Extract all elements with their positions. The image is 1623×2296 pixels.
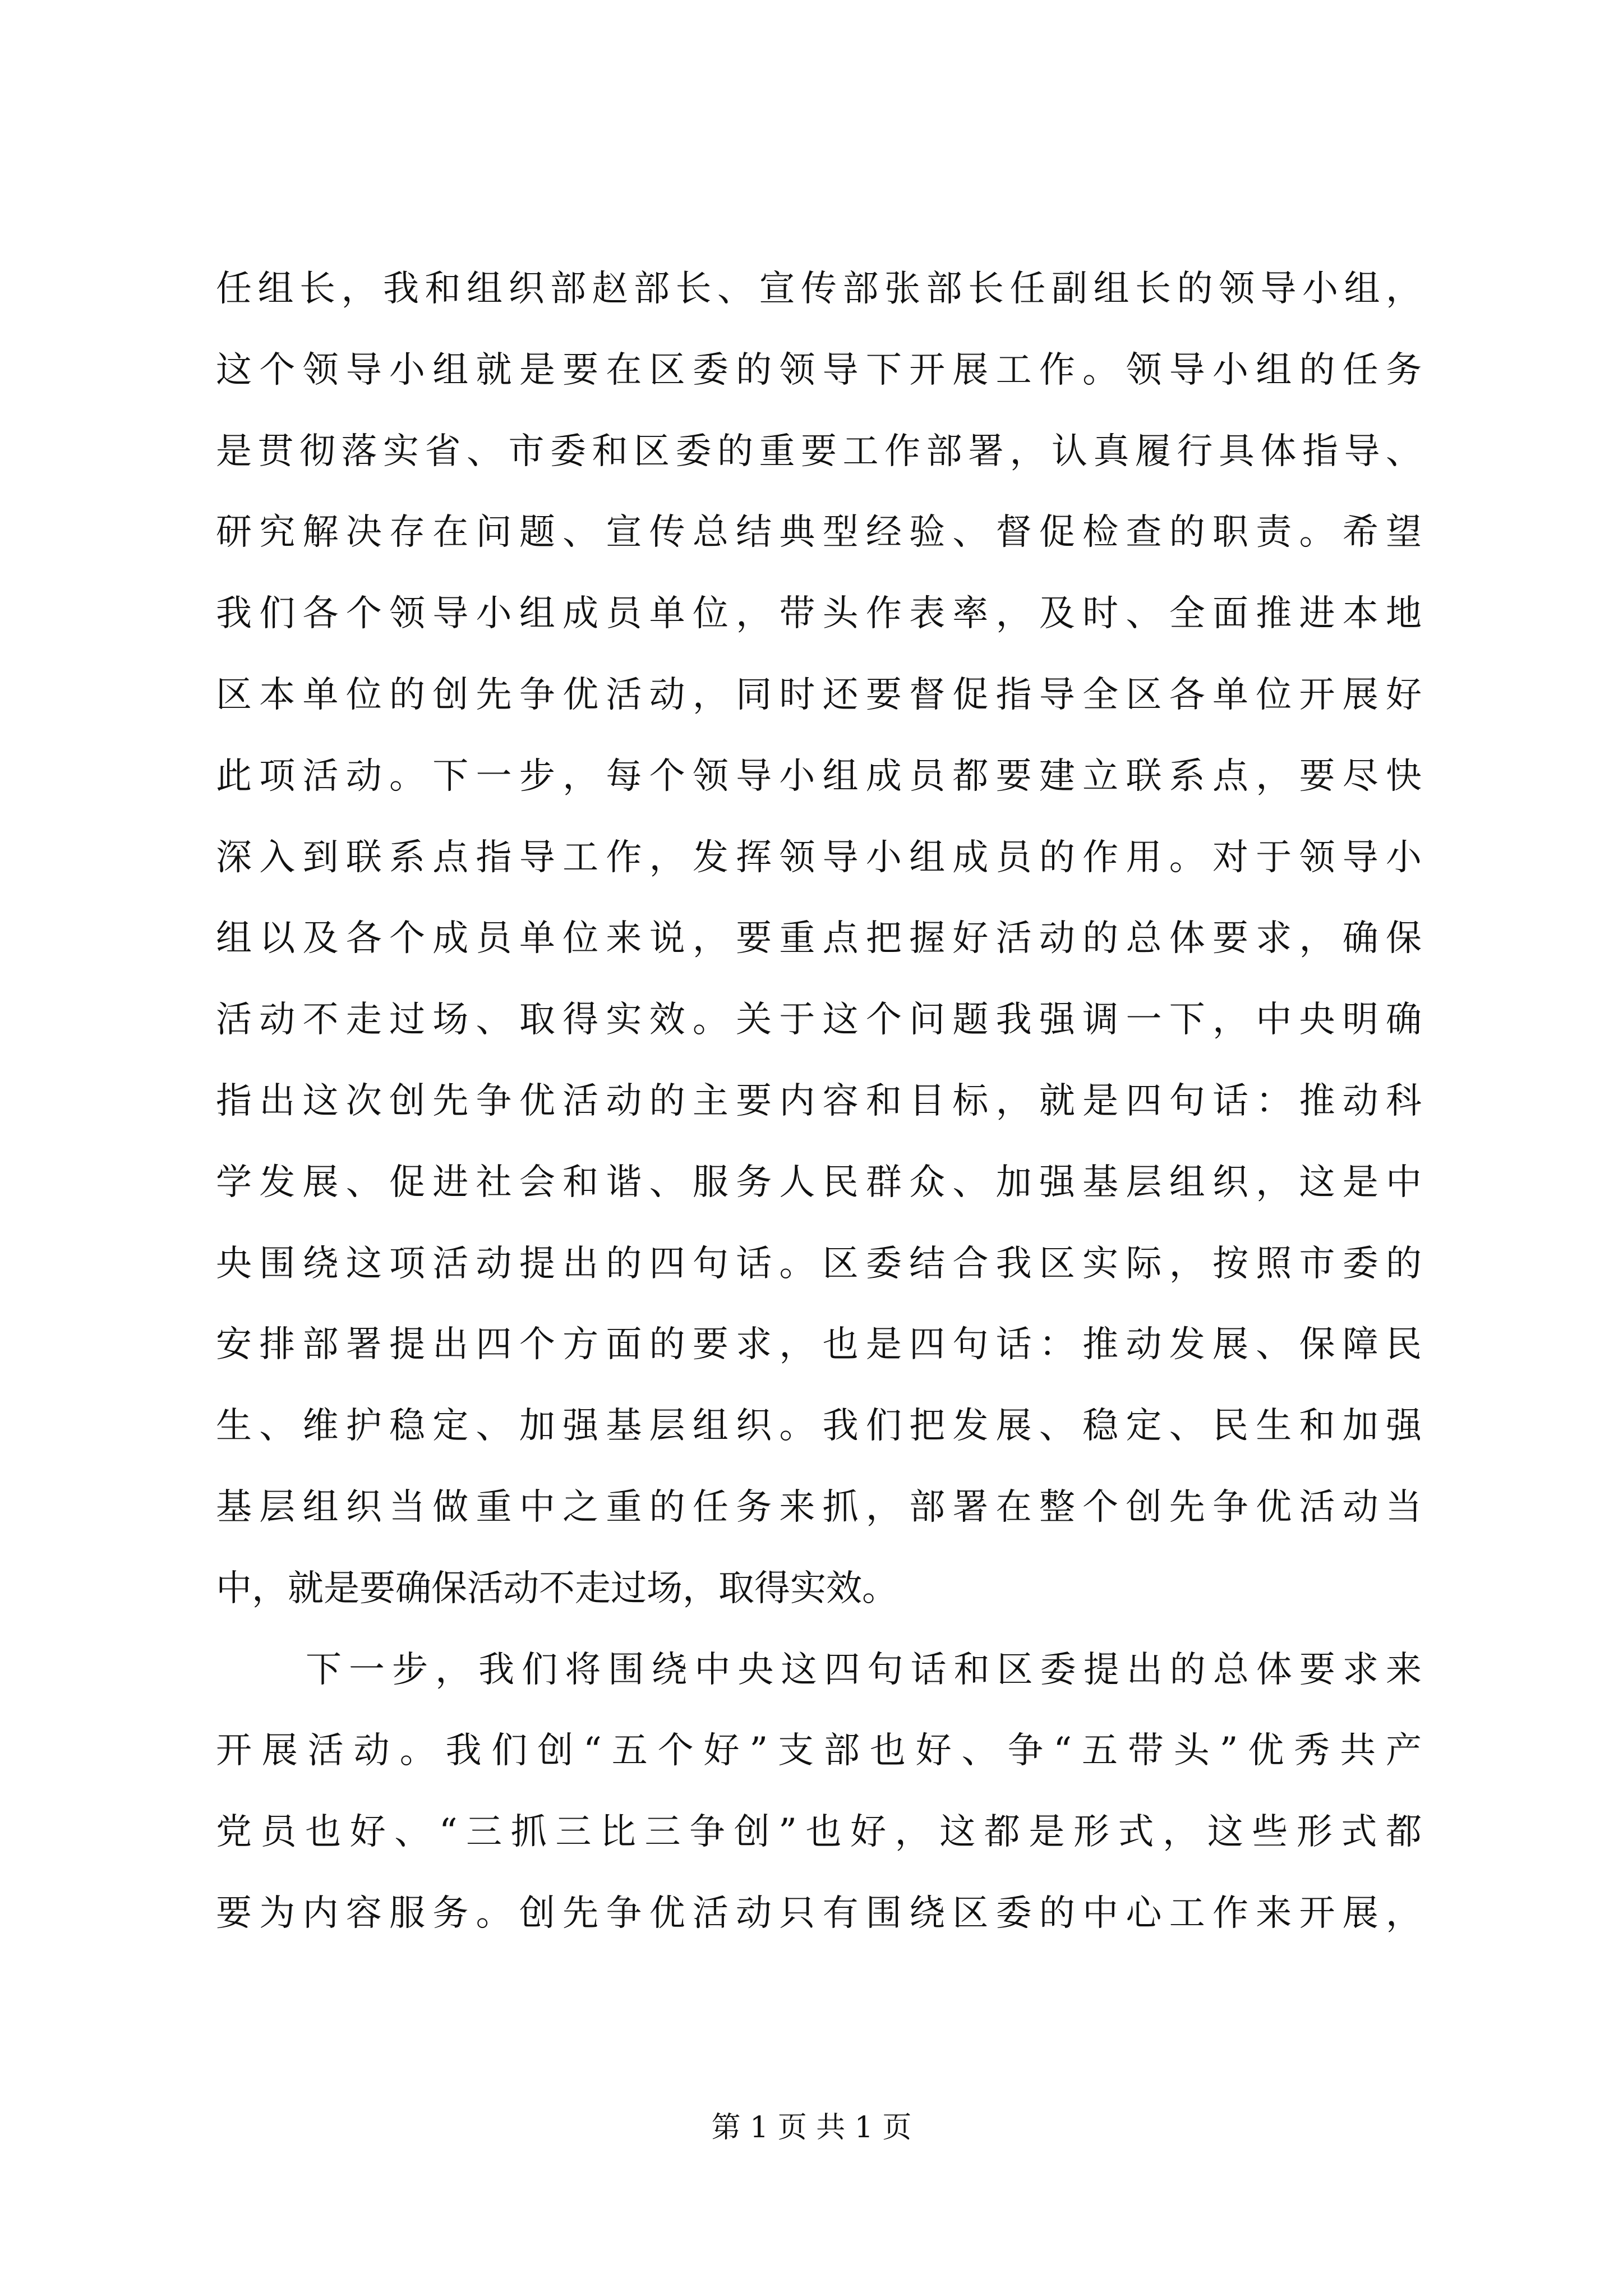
text-line-paragraph-end: 中，就是要确保活动不走过场，取得实效。 [216,1567,898,1609]
text-line: 学发展、促进社会和谐、服务人民群众、加强基层组织，这是中 [216,1161,1422,1203]
text-line: 这个领导小组就是要在区委的领导下开展工作。领导小组的任务 [216,349,1422,391]
text-line: 此项活动。下一步，每个领导小组成员都要建立联系点，要尽快 [216,755,1422,797]
text-line: 研究解决存在问题、宣传总结典型经验、督促检查的职责。希望 [216,512,1422,554]
text-line: 要为内容服务。创先争优活动只有围绕区委的中心工作来开展， [216,1892,1422,1934]
text-line: 生、维护稳定、加强基层组织。我们把发展、稳定、民生和加强 [216,1405,1422,1447]
text-line: 开展活动。我们创“五个好”支部也好、争“五带头”优秀共产 [216,1730,1422,1772]
text-line: 央围绕这项活动提出的四句话。区委结合我区实际，按照市委的 [216,1243,1422,1285]
text-line: 指出这次创先争优活动的主要内容和目标，就是四句话：推动科 [216,1080,1422,1122]
text-line: 基层组织当做重中之重的任务来抓，部署在整个创先争优活动当 [216,1486,1422,1528]
text-line: 我们各个领导小组成员单位，带头作表率，及时、全面推进本地 [216,593,1422,635]
text-line: 党员也好、“三抓三比三争创”也好，这都是形式，这些形式都 [216,1811,1422,1853]
text-line: 区本单位的创先争优活动，同时还要督促指导全区各单位开展好 [216,674,1422,716]
body-text [216,249,1422,1954]
text-line: 是贯彻落实省、市委和区委的重要工作部署，认真履行具体指导、 [216,430,1422,472]
text-line: 深入到联系点指导工作，发挥领导小组成员的作用。对于领导小 [216,836,1422,878]
text-line: 活动不走过场、取得实效。关于这个问题我强调一下，中央明确 [216,999,1422,1041]
page-footer: 第 1 页 共 1 页 [711,2111,912,2145]
text-line: 组以及各个成员单位来说，要重点把握好活动的总体要求，确保 [216,918,1422,960]
text-line: 安排部署提出四个方面的要求，也是四句话：推动发展、保障民 [216,1324,1422,1366]
text-line: 任组长，我和组织部赵部长、宣传部张部长任副组长的领导小组， [216,268,1422,310]
text-line-paragraph-start: 下一步，我们将围绕中央这四句话和区委提出的总体要求来 [306,1649,1422,1691]
